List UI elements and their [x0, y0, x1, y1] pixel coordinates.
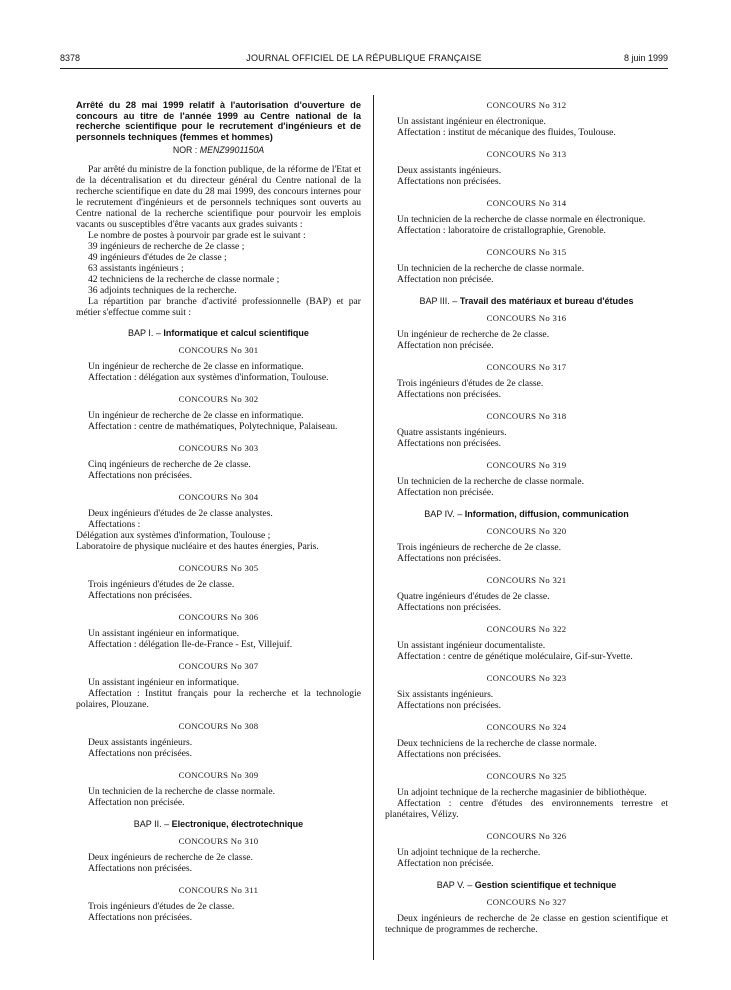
concours-line: Affectations non précisées.	[397, 602, 501, 613]
postes-intro: Le nombre de postes à pourvoir par grade est le suivant :	[88, 230, 306, 241]
concours-line: Un assistant ingénieur documentaliste.	[397, 640, 546, 651]
concours-block	[76, 661, 361, 710]
postes-item: 49 ingénieurs d'études de 2e classe ;	[88, 252, 227, 263]
concours-label: CONCOURS No 305	[178, 563, 259, 573]
concours-block	[385, 149, 668, 187]
concours-line: Un technicien de la recherche de classe normale.	[397, 476, 584, 487]
concours-label: CONCOURS No 307	[178, 661, 259, 671]
concours-label: CONCOURS No 312	[486, 100, 567, 110]
nor-label: NOR :	[172, 145, 198, 155]
concours-line: Six assistants ingénieurs.	[397, 689, 494, 700]
concours-block	[76, 836, 361, 874]
concours-label: CONCOURS No 327	[486, 897, 567, 907]
concours-label: CONCOURS No 304	[178, 492, 259, 502]
bap-title: Information, diffusion, communication	[464, 509, 629, 519]
arrete-title: Arrêté du 28 mai 1999 relatif à l'autorisation d'ouverture de concours au titre de l'année 1999 au Centre national de la recherche scientifique pour le recrutement d'ingénieurs et de personnels techniques (femmes et hommes)	[76, 100, 361, 142]
concours-line: Un ingénieur de recherche de 2e classe.	[397, 329, 550, 340]
concours-line: Trois ingénieurs d'études de 2e classe.	[88, 579, 235, 590]
concours-line: Deux ingénieurs de recherche de 2e classe.	[88, 852, 253, 863]
arrete-intro: Par arrêté du ministre de la fonction publique, de la réforme de l'Etat et de la décentralisation et du directeur général du Centre national de la recherche scientifique en date du 28 mai 1999, des concours internes pour le recrutement d'ingénieurs et de personnels techniques sont ouverts au Centre national de la recherche scientifique pour pourvoir les emplois vacants ou susceptibles d'être vacants aux grades suivants :	[76, 164, 361, 230]
concours-block	[385, 247, 668, 285]
bap-heading	[385, 296, 668, 307]
concours-line: Un technicien de la recherche de classe normale en électronique.	[397, 214, 646, 225]
concours-line: Quatre assistants ingénieurs.	[397, 427, 507, 438]
concours-line: Affectation non précisée.	[88, 797, 185, 808]
right-sections	[385, 100, 668, 935]
concours-line: Affectations non précisées.	[397, 176, 501, 187]
concours-block	[385, 722, 668, 760]
concours-line: Affectation : délégation Ile-de-France - Est, Villejuif.	[88, 639, 293, 650]
concours-line: Quatre ingénieurs d'études de 2e classe.	[397, 591, 550, 602]
concours-label: CONCOURS No 324	[486, 722, 567, 732]
concours-line: Deux assistants ingénieurs.	[397, 165, 502, 176]
concours-block	[76, 885, 361, 923]
concours-label: CONCOURS No 314	[486, 198, 567, 208]
concours-block	[76, 492, 361, 552]
concours-block	[385, 897, 668, 935]
concours-line: Affectation : délégation aux systèmes d'information, Toulouse.	[88, 372, 329, 383]
bap-prefix: BAP V. –	[436, 880, 475, 890]
concours-line: Un assistant ingénieur en informatique.	[88, 628, 240, 639]
concours-line: Affectations non précisées.	[397, 438, 501, 449]
postes-item: 39 ingénieurs de recherche de 2e classe ;	[88, 241, 245, 252]
concours-line: Affectation non précisée.	[397, 274, 494, 285]
column-divider	[373, 95, 374, 960]
bap-heading	[76, 328, 361, 339]
concours-block	[385, 100, 668, 138]
concours-line: Affectations non précisées.	[88, 590, 192, 601]
concours-label: CONCOURS No 316	[486, 313, 567, 323]
concours-line: Délégation aux systèmes d'information, Toulouse ;	[76, 530, 271, 541]
concours-block	[385, 198, 668, 236]
concours-label: CONCOURS No 306	[178, 612, 259, 622]
concours-label: CONCOURS No 318	[486, 411, 567, 421]
concours-line: Affectations :	[88, 519, 141, 530]
concours-block	[76, 394, 361, 432]
bap-heading	[76, 819, 361, 830]
concours-label: CONCOURS No 326	[486, 831, 567, 841]
concours-line: Un technicien de la recherche de classe normale.	[397, 263, 584, 274]
postes-item: 36 adjoints techniques de la recherche.	[88, 285, 237, 296]
concours-label: CONCOURS No 321	[486, 575, 567, 585]
concours-block	[385, 575, 668, 613]
concours-block	[76, 721, 361, 759]
concours-label: CONCOURS No 303	[178, 443, 259, 453]
concours-line: Affectations non précisées.	[397, 700, 501, 711]
concours-label: CONCOURS No 319	[486, 460, 567, 470]
concours-line: Affectation : centre d'études des environnements terrestre et planétaires, Vélizy.	[385, 798, 668, 820]
concours-line: Cinq ingénieurs de recherche de 2e classe.	[88, 459, 251, 470]
bap-title: Informatique et calcul scientifique	[163, 328, 309, 338]
concours-line: Affectations non précisées.	[88, 748, 192, 759]
concours-label: CONCOURS No 313	[486, 149, 567, 159]
page-header	[60, 53, 668, 67]
left-sections	[76, 328, 361, 923]
concours-line: Affectations non précisées.	[88, 863, 192, 874]
concours-line: Affectation non précisée.	[397, 858, 494, 869]
concours-line: Un technicien de la recherche de classe normale.	[88, 786, 275, 797]
bap-heading	[385, 509, 668, 520]
concours-label: CONCOURS No 322	[486, 624, 567, 634]
concours-label: CONCOURS No 311	[178, 885, 259, 895]
right-column	[385, 100, 668, 946]
left-column	[76, 100, 361, 934]
journal-title: JOURNAL OFFICIEL DE LA RÉPUBLIQUE FRANÇAISE	[246, 53, 482, 63]
concours-label: CONCOURS No 323	[486, 673, 567, 683]
concours-block	[385, 362, 668, 400]
nor-code: MENZ9901150A	[199, 145, 265, 155]
concours-line: Affectations non précisées.	[88, 912, 192, 923]
concours-block	[76, 563, 361, 601]
concours-line: Deux ingénieurs d'études de 2e classe analystes.	[88, 508, 273, 519]
concours-line: Trois ingénieurs d'études de 2e classe.	[88, 901, 235, 912]
concours-line: Trois ingénieurs d'études de 2e classe.	[397, 378, 544, 389]
concours-block	[76, 345, 361, 383]
bap-prefix: BAP III. –	[419, 296, 460, 306]
concours-line: Affectations non précisées.	[397, 749, 501, 760]
bap-title: Travail des matériaux et bureau d'études	[459, 296, 634, 306]
postes-list	[76, 241, 361, 296]
concours-label: CONCOURS No 309	[178, 770, 259, 780]
concours-block	[385, 526, 668, 564]
concours-line: Deux techniciens de la recherche de classe normale.	[397, 738, 597, 749]
concours-label: CONCOURS No 317	[486, 362, 567, 372]
concours-block	[76, 443, 361, 481]
page-number: 8378	[60, 53, 81, 63]
bap-prefix: BAP I. –	[128, 328, 164, 338]
header-rule	[60, 68, 668, 69]
bap-prefix: BAP II. –	[133, 819, 172, 829]
nor-reference	[76, 145, 361, 156]
postes-item: 42 techniciens de la recherche de classe normale ;	[88, 274, 280, 285]
concours-line: Affectations non précisées.	[88, 470, 192, 481]
concours-block	[385, 831, 668, 869]
concours-line: Affectation : centre de mathématiques, Polytechnique, Palaiseau.	[88, 421, 338, 432]
concours-line: Laboratoire de physique nucléaire et des hautes énergies, Paris.	[76, 541, 319, 552]
repartition-text: La répartition par branche d'activité professionnelle (BAP) et par métier s'effectue comme suit :	[76, 296, 361, 318]
concours-block	[76, 770, 361, 808]
concours-line: Deux ingénieurs de recherche de 2e classe en gestion scientifique et technique de programmes de recherche.	[385, 913, 668, 935]
concours-block	[385, 313, 668, 351]
concours-line: Affectation non précisée.	[397, 487, 494, 498]
bap-prefix: BAP IV. –	[424, 509, 465, 519]
concours-line: Un adjoint technique de la recherche magasinier de bibliothèque.	[397, 787, 647, 798]
concours-line: Affectation : institut de mécanique des fluides, Toulouse.	[397, 127, 616, 138]
concours-line: Un assistant ingénieur en électronique.	[397, 116, 546, 127]
concours-line: Un ingénieur de recherche de 2e classe en informatique.	[88, 361, 304, 372]
concours-label: CONCOURS No 325	[486, 771, 567, 781]
concours-label: CONCOURS No 310	[178, 836, 259, 846]
concours-line: Deux assistants ingénieurs.	[88, 737, 193, 748]
concours-block	[385, 460, 668, 498]
concours-block	[385, 411, 668, 449]
concours-line: Un assistant ingénieur en informatique.	[88, 677, 240, 688]
bap-title: Gestion scientifique et technique	[474, 880, 617, 890]
concours-label: CONCOURS No 301	[178, 345, 259, 355]
bap-title: Electronique, électrotechnique	[171, 819, 304, 829]
concours-line: Affectations non précisées.	[397, 553, 501, 564]
concours-block	[385, 771, 668, 820]
concours-label: CONCOURS No 315	[486, 247, 567, 257]
issue-date: 8 juin 1999	[623, 53, 668, 63]
concours-line: Un adjoint technique de la recherche.	[397, 847, 541, 858]
concours-line: Trois ingénieurs de recherche de 2e classe.	[397, 542, 562, 553]
concours-label: CONCOURS No 308	[178, 721, 259, 731]
concours-line: Affectation : laboratoire de cristallographie, Grenoble.	[397, 225, 606, 236]
concours-line: Affectations non précisées.	[397, 389, 501, 400]
bap-heading	[385, 880, 668, 891]
concours-label: CONCOURS No 320	[486, 526, 567, 536]
postes-item: 63 assistants ingénieurs ;	[88, 263, 184, 274]
concours-block	[385, 624, 668, 662]
concours-line: Affectation : centre de génétique moléculaire, Gif-sur-Yvette.	[397, 651, 633, 662]
concours-line: Affectation non précisée.	[397, 340, 494, 351]
concours-line: Un ingénieur de recherche de 2e classe en informatique.	[88, 410, 304, 421]
concours-block	[385, 673, 668, 711]
concours-block	[76, 612, 361, 650]
concours-line: Affectation : Institut français pour la recherche et la technologie polaires, Plouzane.	[76, 688, 361, 710]
concours-label: CONCOURS No 302	[178, 394, 259, 404]
